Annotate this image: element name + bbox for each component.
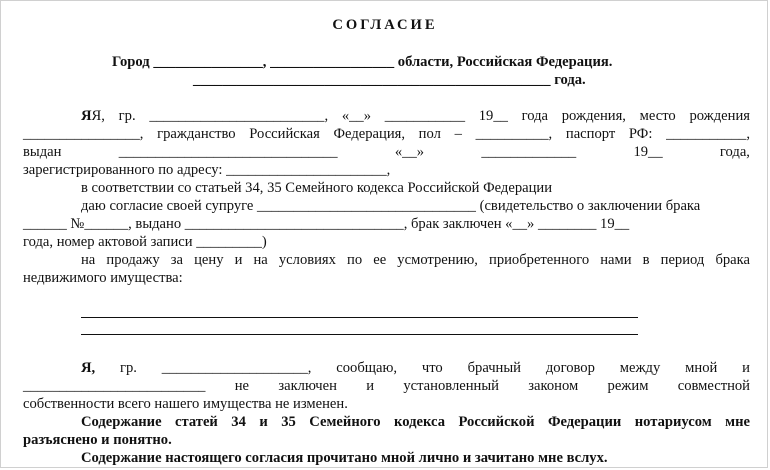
date-line: _________________________________________________ года. — [193, 72, 586, 88]
issued-year-label: года, — [719, 144, 750, 160]
notary-explained-line-1: Содержание статей 34 и 35 Семейного кодекса Российской Федерации нотариусом мне — [81, 414, 750, 430]
marriage-contract-line-1 — [81, 359, 750, 377]
issued-label: выдан — [23, 144, 62, 160]
consent-spouse-line: даю согласие своей супруге ______________________________ (свидетельство о заключении брака — [81, 198, 701, 214]
read-aloud-line: Содержание настоящего согласия прочитано мной лично и зачитано мне вслух. — [81, 450, 608, 466]
act-record-line: года, номер актовой записи _________) — [23, 234, 267, 250]
property-label-line: недвижимого имущества: — [23, 270, 183, 286]
marriage-certificate-line: ______ №______, выдано ______________________________, брак заключен «__» ________ 19__ — [23, 216, 630, 232]
pronoun-ya-2: Я, — [81, 360, 96, 376]
personal-info-line-1 — [81, 107, 750, 125]
passport-issued-line — [23, 143, 750, 161]
property-blank-line-1 — [81, 317, 638, 318]
issued-year-blank: 19__ — [633, 144, 663, 160]
marriage-contract-text-1: гр. ____________________, сообщаю, что брачный договор между мной и — [120, 360, 750, 376]
document-title: СОГЛАСИЕ — [332, 17, 438, 33]
personal-info-line-2: ________________, гражданство Российская Федерация, пол – __________, паспорт РФ: ___________, — [23, 126, 750, 142]
property-blank-line-2 — [81, 334, 638, 335]
registration-address-line: зарегистрированного по адресу: ______________________, — [23, 162, 391, 178]
marriage-contract-line-3: собственности всего нашего имущества не изменен. — [23, 396, 348, 412]
city-region-line: Город _______________, _________________ области, Российская Федерация. — [112, 54, 613, 70]
pronoun-ya: Я — [81, 108, 92, 124]
notary-explained-line-2: разъяснено и понятно. — [23, 432, 172, 448]
marriage-contract-line-2: _________________________ не заключен и установленный законом режим совместной — [23, 378, 750, 394]
issued-by-blank: ______________________________ — [118, 144, 338, 160]
legal-basis-line: в соответствии со статьей 34, 35 Семейного кодекса Российской Федерации — [81, 180, 553, 196]
issued-month-blank: _____________ — [481, 144, 577, 160]
sale-purpose-line: на продажу за цену и на условиях по ее усмотрению, приобретенного нами в период брака — [81, 252, 750, 268]
personal-info-text-1: Я, гр. ________________________, «__» ___________ 19__ года рождения, место рождения — [91, 108, 750, 124]
issued-day-blank: «__» — [394, 144, 425, 160]
